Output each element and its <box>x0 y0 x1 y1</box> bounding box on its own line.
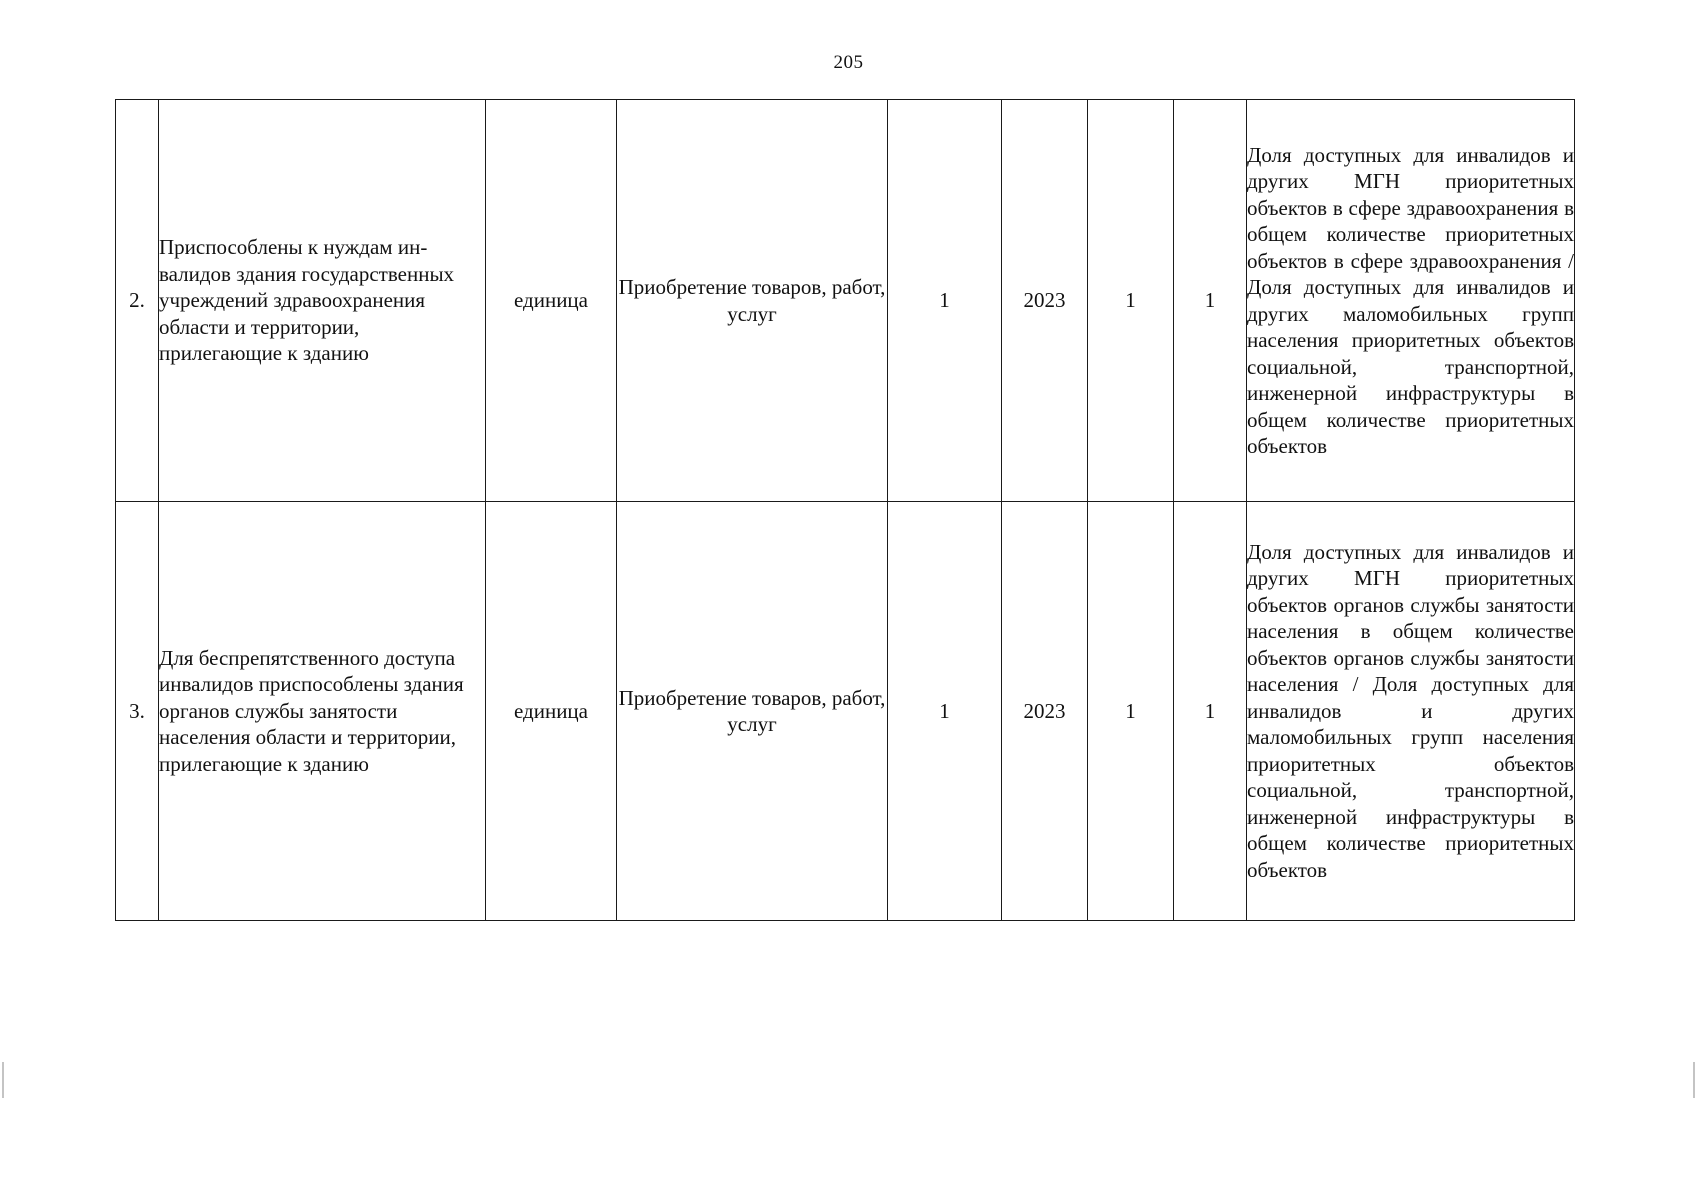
year-cell: 2023 <box>1002 100 1088 502</box>
indicator-cell: Доля доступных для инвалидов и других МГН приоритетных объектов в сфере здравоохранения в общем количестве приоритетных объектов в сфере здравоохранения / Доля доступных для инвалидов и других маломобильных групп населения приоритетных объектов социальной, транспортной, инженерной инфраструктуры в общем количестве приоритетных объектов <box>1247 100 1575 502</box>
value-cell: 1 <box>1088 502 1174 921</box>
unit-cell: единица <box>486 502 617 921</box>
indicator-cell: Доля доступных для инвалидов и других МГН приоритетных объектов органов службы занятости населения в общем количестве объектов органов службы занятости населения / Доля доступных для инвалидов и других маломобильных групп населения приоритетных объектов социальной, транспортной, инженерной инфраструктуры в общем количестве приоритетных объектов <box>1247 502 1575 921</box>
value-cell: 1 <box>1088 100 1174 502</box>
value-cell: 1 <box>1174 100 1247 502</box>
scan-mark-right <box>1693 1062 1695 1098</box>
year-cell: 2023 <box>1002 502 1088 921</box>
measures-table <box>115 99 1575 921</box>
scan-mark-left <box>2 1062 4 1098</box>
value-cell: 1 <box>888 100 1002 502</box>
type-cell: Приобретение товаров, работ, услуг <box>617 502 888 921</box>
value-cell: 1 <box>888 502 1002 921</box>
type-cell: Приобретение товаров, работ, услуг <box>617 100 888 502</box>
table-row <box>116 100 1575 502</box>
row-number: 3. <box>116 502 159 921</box>
measure-name: Приспособлены к нуждам инвалидов здания государственных учреждений здравоохранения области и территории, прилегающие к зданию <box>159 100 486 502</box>
unit-cell: единица <box>486 100 617 502</box>
value-cell: 1 <box>1174 502 1247 921</box>
table-row <box>116 502 1575 921</box>
row-number: 2. <box>116 100 159 502</box>
page-number: 205 <box>833 52 864 73</box>
measure-name: Для беспрепятственного доступа инвалидов приспособлены здания органов службы занятости населения области и территории, прилегающие к зданию <box>159 502 486 921</box>
